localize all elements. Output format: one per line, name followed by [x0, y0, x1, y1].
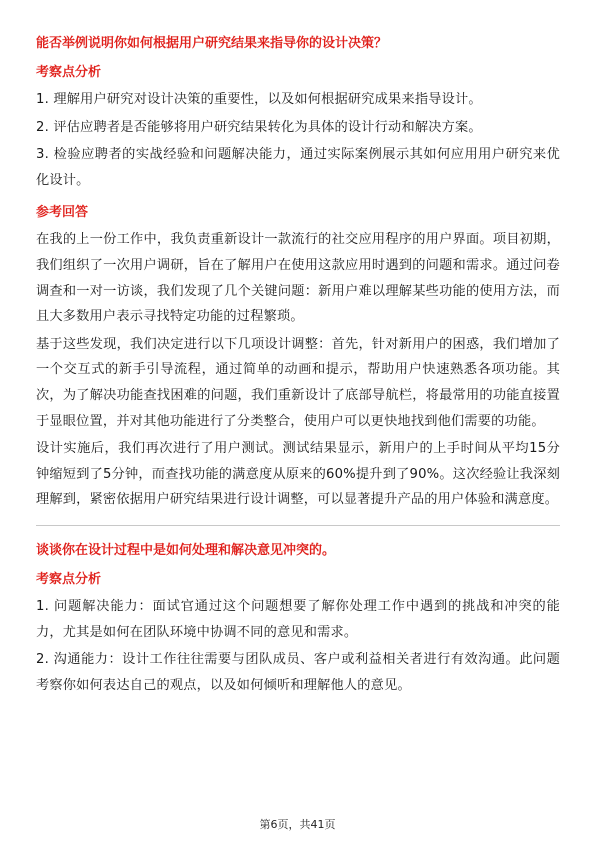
page-content	[36, 33, 560, 700]
analysis-item-1-2: 2. 评估应聘者是否能够将用户研究结果转化为具体的设计行动和解决方案。	[36, 119, 482, 135]
analysis-item-2-2: 2. 沟通能力：设计工作往往需要与团队成员、客户或利益相关者进行有效沟通。此问题考察你如何表达自己的观点，以及如何倾听和理解他人的意见。	[36, 652, 560, 693]
question-heading-2: 谈谈你在设计过程中是如何处理和解决意见冲突的。	[36, 542, 336, 558]
section-divider	[36, 525, 560, 526]
answer-paragraph-2: 基于这些发现，我们决定进行以下几项设计调整：首先，针对新用户的困惑，我们增加了一个交互式的新手引导流程，通过简单的动画和提示，帮助用户快速熟悉各项功能。其次，为了解决功能查找困难的问题，我们重新设计了底部导航栏，将最常用的功能直接置于显眼位置，并对其他功能进行了分类整合，使用户可以更快地找到他们需要的功能。	[36, 336, 560, 429]
analysis-item-1-1: 1. 理解用户研究对设计决策的重要性，以及如何根据研究成果来指导设计。	[36, 92, 482, 107]
question-heading-1: 能否举例说明你如何根据用户研究结果来指导你的设计决策？	[36, 36, 388, 51]
answer-paragraph-1: 在我的上一份工作中，我负责重新设计一款流行的社交应用程序的用户界面。项目初期，我们组织了一次用户调研，旨在了解用户在使用这款应用时遇到的问题和需求。通过问卷调查和一对一访谈，我们发现了几个关键问题：新用户难以理解某些功能的使用方法，而且大多数用户表示寻找特定功能的过程繁琐。	[36, 232, 560, 325]
analysis-item-2-1: 1. 问题解决能力：面试官通过这个问题想要了解你处理工作中遇到的挑战和冲突的能力，尤其是如何在团队环境中协调不同的意见和需求。	[36, 598, 560, 640]
page-footer: 第6页，共41页	[259, 818, 336, 831]
analysis-title-2: 考察点分析	[36, 571, 102, 587]
answer-paragraph-3: 设计实施后，我们再次进行了用户测试。测试结果显示，新用户的上手时间从平均15分钟缩短到了5分钟，而查找功能的满意度从原来的60%提升到了90%。这次经验让我深刻理解到，紧密依据用户研究结果进行设计调整，可以显著提升产品的用户体验和满意度。	[36, 441, 560, 508]
answer-title-1: 参考回答	[36, 205, 89, 221]
analysis-item-1-3: 3. 检验应聘者的实战经验和问题解决能力，通过实际案例展示其如何应用用户研究来优化设计。	[36, 147, 560, 188]
analysis-title-1: 考察点分析	[36, 65, 102, 80]
